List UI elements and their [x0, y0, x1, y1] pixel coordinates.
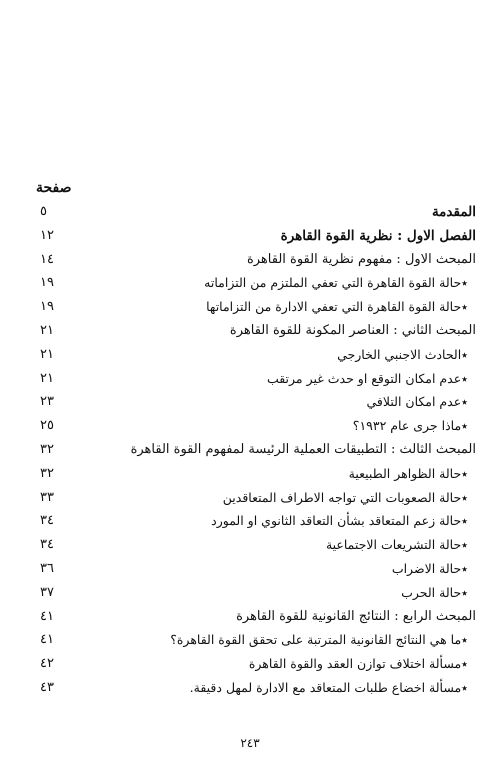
toc-entry-title: الفصل الاول : نظرية القوة القاهرة	[280, 227, 476, 244]
toc-entry	[36, 273, 476, 297]
toc-entry	[36, 535, 476, 559]
toc-entry-title: ٭حالة القوة القاهرة التي تعفي الملتزم من التزاماته	[204, 275, 468, 291]
toc-entry	[36, 511, 476, 535]
toc-entry	[36, 392, 476, 416]
toc-entry	[36, 583, 476, 607]
toc-entry-page: ٣٣	[40, 489, 54, 505]
toc-entry-page: ٢١	[40, 322, 54, 338]
toc-entry-page: ٣٤	[40, 537, 54, 553]
toc-entry	[36, 202, 476, 226]
toc-entry-page: ٢٥	[40, 418, 54, 434]
toc-entry-page: ١٩	[40, 275, 54, 291]
toc-entry-title: ٭مسألة اختلاف توازن العقد والقوة القاهرة	[248, 656, 468, 672]
toc-entry-title: المبحث الثالث : التطبيقات العملية الرئيسة لمفهوم القوة القاهرة	[130, 441, 476, 457]
toc-entry-page: ١٩	[40, 299, 54, 315]
toc-entry-title: ٭حالة الحرب	[401, 584, 468, 600]
toc-entry-title: المبحث الرابع : النتائج القانونية للقوة القاهرة	[236, 608, 476, 624]
toc-entry	[36, 559, 476, 583]
toc-entry-page: ٤١	[40, 632, 54, 648]
toc-entry	[36, 630, 476, 654]
toc-entry-title: ٭حالة زعم المتعاقد بشأن التعاقد الثانوي او المورد	[211, 513, 468, 529]
toc-entry-page: ٣٢	[40, 465, 54, 481]
toc-entry-page: ٢١	[40, 370, 54, 386]
toc-entry-title: ٭حالة الصعوبات التي تواجه الاطراف المتعاقدين	[222, 489, 468, 505]
toc-entry-title: المقدمة	[431, 204, 476, 220]
toc-entry	[36, 654, 476, 678]
toc-entry-title: ٭ما هي النتائج القانونية المترتبة على تحقق القوة القاهرة؟	[170, 632, 468, 648]
toc-entry	[36, 464, 476, 488]
toc-entry-page: ٣٤	[40, 513, 54, 529]
toc-entry	[36, 250, 476, 274]
toc-entry-page: ٤٢	[40, 656, 54, 672]
toc-entry-title: ٭حالة الظواهر الطبيعية	[348, 465, 468, 481]
toc-header	[36, 180, 476, 202]
toc-entry-page: ٤٣	[40, 679, 54, 695]
toc-entry	[36, 345, 476, 369]
toc-entry	[36, 488, 476, 512]
toc-entry	[36, 678, 476, 702]
toc-entry-title: المبحث الاول : مفهوم نظرية القوة القاهرة	[246, 251, 476, 267]
toc-entry-title: ٭عدم امكان التوقع او حدث غير مرتقب	[266, 370, 468, 386]
toc-entry-title: المبحث الثاني : العناصر المكونة للقوة القاهرة	[229, 322, 476, 338]
toc-entry-page: ٣٦	[40, 560, 54, 576]
toc-entry-page: ٢١	[40, 346, 54, 362]
toc-entry-page: ١٤	[40, 251, 54, 267]
toc-entry	[36, 297, 476, 321]
toc-entry-title: ٭حالة التشريعات الاجتماعية	[325, 537, 468, 553]
toc-entry	[36, 226, 476, 250]
toc-entry-title: ٭حالة القوة القاهرة التي تعفي الادارة من التزاماتها	[206, 299, 468, 315]
toc-entry-page: ٤١	[40, 608, 54, 624]
toc-entry-title: ٭حالة الاضراب	[391, 560, 468, 576]
toc-entry-title: ٭الحادث الاجنبي الخارجي	[337, 346, 468, 362]
toc-entries	[36, 202, 476, 702]
toc-entry	[36, 607, 476, 631]
table-of-contents	[36, 180, 476, 702]
page-column-label: صفحة	[36, 180, 72, 196]
toc-entry-title: ٭ماذا جرى عام ١٩٣٢؟	[352, 418, 468, 434]
page-number: ٢٤٣	[240, 736, 260, 750]
toc-entry-page: ٢٣	[40, 394, 54, 410]
toc-entry-page: ١٢	[40, 227, 54, 243]
toc-entry-page: ٥	[40, 204, 47, 219]
toc-entry	[36, 416, 476, 440]
toc-entry	[36, 440, 476, 464]
toc-entry-page: ٣٢	[40, 441, 54, 457]
toc-entry-title: ٭مسألة اخضاع طلبات المتعاقد مع الادارة لمهل دقيقة.	[189, 679, 468, 695]
toc-entry	[36, 321, 476, 345]
toc-entry-page: ٣٧	[40, 584, 54, 600]
toc-entry	[36, 369, 476, 393]
toc-entry-title: ٭عدم امكان التلافي	[366, 394, 468, 410]
